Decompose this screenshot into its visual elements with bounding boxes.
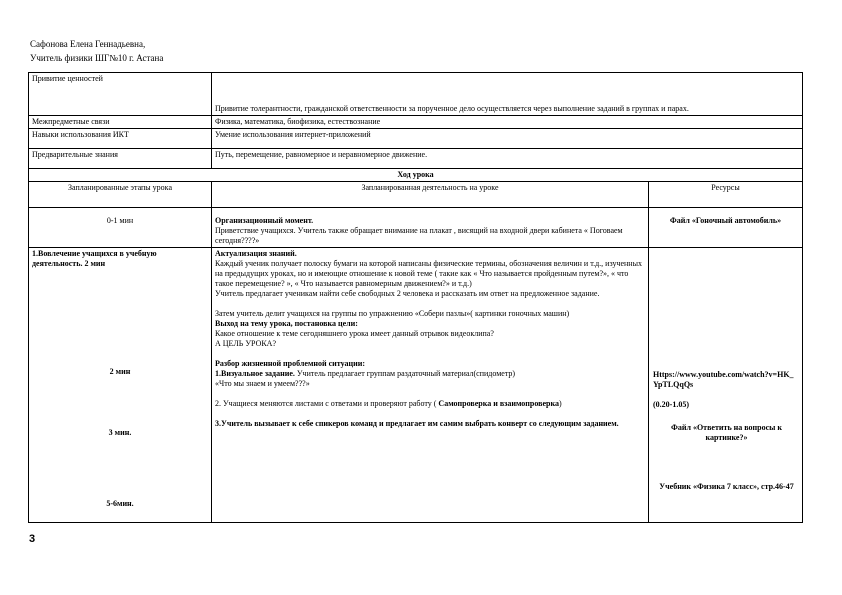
resource-time-range: (0.20-1.05) xyxy=(653,400,689,409)
resource-file: Файл «Гоночный автомобиль» xyxy=(649,208,803,248)
info-value: Путь, перемещение, равномерное и неравномерное движение. xyxy=(212,149,803,169)
activity-title: Организационный момент. xyxy=(215,216,314,225)
info-value: Привитие толерантности, гражданской ответственности за порученное дело осуществляется через выполнение заданий в группах и парах. xyxy=(212,73,803,116)
activity-title: Выход на тему урока, постановка цели: xyxy=(215,319,358,328)
activity-text: Учитель предлагает группам раздаточный материал(спидометр) xyxy=(294,369,516,378)
course-title: Ход урока xyxy=(29,169,803,182)
stage-time: 5-6мин. xyxy=(106,499,134,508)
column-header-row xyxy=(29,182,803,208)
info-value: Физика, математика, биофизика, естествознание xyxy=(212,116,803,129)
activity-text: 2. Учащиеся меняются листами с ответами и проверяют работу ( xyxy=(215,399,439,408)
activity-text: А ЦЕЛЬ УРОКА? xyxy=(215,339,277,348)
info-row-ict xyxy=(29,129,803,149)
course-title-row xyxy=(29,169,803,182)
activity-text: «Что мы знаем и умеем???» xyxy=(215,379,310,388)
page-number: 3 xyxy=(29,533,36,545)
lesson-plan-table xyxy=(28,72,803,523)
activity-title: Разбор жизненной проблемной ситуации: xyxy=(215,359,365,368)
activity-text: ) xyxy=(558,399,562,408)
info-label: Межпредметные связи xyxy=(29,116,212,129)
table-row xyxy=(29,248,803,523)
column-header-stages: Запланированные этапы урока xyxy=(29,182,212,208)
activity-text: Приветствие учащихся. Учитель также обращает внимание на плакат , висящий на входной двери кабинета « Поговаем сегодня????» xyxy=(215,226,623,245)
stage-time: 0-1 мин xyxy=(29,208,212,248)
activity-text: Учитель предлагает ученикам найти себе свободных 2 человека и рассказать им ответ на предложенное задание. xyxy=(215,289,600,298)
info-label: Привитие ценностей xyxy=(29,73,212,116)
stage-time: 2 мин xyxy=(109,367,131,376)
activity-lead: 1.Визуальное задание. xyxy=(215,369,295,378)
author-position: Учитель физики ШГ№10 г. Астана xyxy=(30,53,164,63)
activity-emphasis: Самопроверка и взаимопроверка xyxy=(438,399,559,408)
resource-file: Файл «Ответить на вопросы к картинке?» xyxy=(670,423,783,442)
activity-text: Затем учитель делит учащихся на группы по упражнению «Собери пазлы»( картинки гоночных машин) xyxy=(215,309,570,318)
column-header-resources: Ресурсы xyxy=(649,182,803,208)
info-row-values xyxy=(29,73,803,116)
activity-title: 3.Учитель вызывает к себе спикеров команд и предлагает им самим выбрать конверт со следующим заданием. xyxy=(215,419,619,428)
stage-engagement: 1.Вовлечение учащихся в учебную деятельность. 2 мин xyxy=(32,249,157,268)
stage-time: 3 мин. xyxy=(108,428,132,437)
table-row xyxy=(29,208,803,248)
activity-text: Какое отношение к теме сегодняшнего урока имеет данный отрывок видеоклипа? xyxy=(215,329,494,338)
info-label: Предварительные знания xyxy=(29,149,212,169)
info-row-prior-knowledge xyxy=(29,149,803,169)
info-row-interdisciplinary xyxy=(29,116,803,129)
activity-text: Каждый ученик получает полоску бумаги на которой написаны физические термины, обозначения величин и т.д., изученных на предыдущих уроках, но и имеющие отношение к новой теме ( такие как « Что называется пройденным путем?», « что такое перемещение? », « Что называется равномерным движением?» и т.д.) xyxy=(215,259,642,288)
info-label: Навыки использования ИКТ xyxy=(29,129,212,149)
activity-title: Актуализация знаний. xyxy=(215,249,297,258)
resource-video-link[interactable]: Https://www.youtube.com/watch?v=HK_YpTLQqQs xyxy=(653,370,794,389)
author-name: Сафонова Елена Геннадьевна, xyxy=(30,39,146,49)
resource-textbook: Учебник «Физика 7 класс», стр.46-47 xyxy=(659,482,794,491)
info-value: Умение использования интернет-приложений xyxy=(212,129,803,149)
column-header-activity: Запланированная деятельность на уроке xyxy=(212,182,649,208)
